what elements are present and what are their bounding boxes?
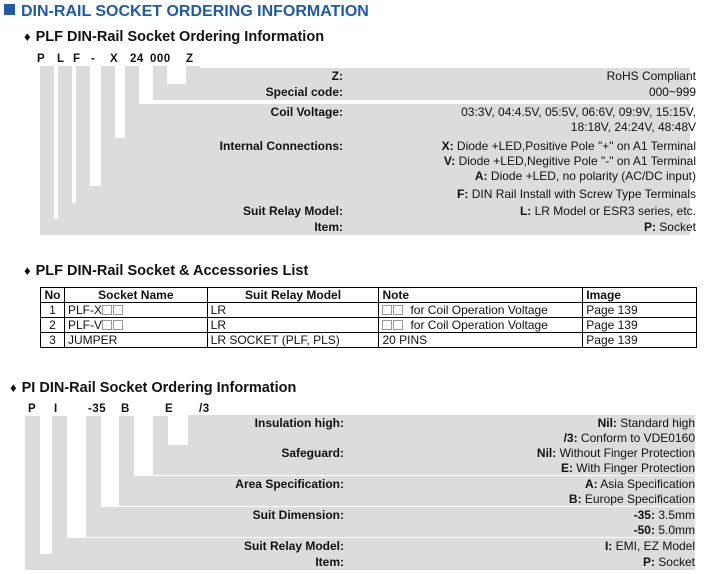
main-title [4, 3, 369, 21]
value-text: LR Model or ESR3 series, etc. [531, 204, 696, 218]
field-label: Suit Relay Model: [242, 204, 343, 218]
box-icon [382, 320, 392, 330]
field-value [571, 120, 696, 134]
accessories-heading-text: PLF DIN-Rail Socket & Accessories List [35, 263, 309, 279]
field-value [444, 154, 696, 168]
value-code: -35: [633, 508, 655, 522]
cell-note [379, 333, 583, 348]
field-label: Internal Connections: [219, 139, 343, 153]
field-value [537, 446, 695, 460]
value-text: Europe Specification [581, 492, 695, 506]
value-code: Nil: [536, 446, 557, 460]
value-code: P: [642, 555, 655, 569]
cell-socket-name [64, 318, 207, 333]
field-label: Coil Voltage: [270, 105, 343, 119]
plf-order-heading [24, 29, 324, 45]
field-connector [125, 66, 139, 104]
value-code: -50: [633, 523, 655, 537]
value-code: F: [457, 187, 469, 201]
cell-socket-name [64, 303, 207, 318]
cell-suit-relay-model: LR SOCKET (PLF, PLS) [207, 333, 379, 348]
field-value [649, 85, 696, 99]
code-letter: -35 [88, 403, 107, 415]
field-connector [76, 66, 90, 186]
value-code: A: [584, 477, 598, 491]
field-bar [25, 554, 695, 570]
code-letter: L [57, 53, 65, 65]
code-letter: 24 [130, 53, 144, 65]
value-code: V: [443, 154, 456, 168]
code-letter: B [121, 403, 130, 415]
value-text: 03:3V, 04:4.5V, 05:5V, 06:6V, 09:9V, 15:15V, [461, 105, 696, 119]
value-code: B: [568, 492, 582, 506]
col-header-socket-name: Socket Name [64, 288, 207, 303]
accessories-heading [24, 263, 308, 279]
field-bar [86, 507, 695, 537]
code-letter: I [54, 403, 58, 415]
note-text: for Coil Operation Voltage [410, 318, 548, 332]
cell-no: 3 [41, 333, 65, 348]
field-value [475, 169, 696, 183]
col-header-image: Image [583, 288, 697, 303]
socket-name-text: JUMPER [67, 333, 118, 347]
field-label: Special code: [265, 85, 343, 99]
field-connector [86, 416, 101, 507]
plf-order-heading-text: PLF DIN-Rail Socket Ordering Information [35, 29, 325, 45]
cell-image: Page 139 [583, 303, 697, 318]
field-value [442, 139, 696, 153]
box-icon [382, 305, 392, 315]
pi-order-heading-text: PI DIN-Rail Socket Ordering Information [21, 380, 297, 396]
value-text: Diode +LED, no polarity (AC/DC input) [487, 169, 696, 183]
table-row [41, 318, 697, 333]
cell-no: 1 [41, 303, 65, 318]
value-text: 000~999 [648, 85, 696, 99]
cell-no: 2 [41, 318, 65, 333]
square-bullet-icon [4, 4, 15, 15]
accessories-table [40, 287, 697, 348]
field-value [634, 523, 695, 537]
field-value [643, 555, 695, 569]
field-label: Z: [331, 69, 343, 83]
field-bar [40, 219, 690, 235]
col-header-suit-relay-model: Suit Relay Model [207, 288, 379, 303]
field-value [457, 187, 696, 201]
diamond-bullet-icon: ♦ [24, 263, 31, 278]
field-label: Insulation high: [254, 416, 344, 430]
box-icon [113, 305, 123, 315]
value-code: A: [474, 169, 488, 183]
field-connector [153, 66, 167, 84]
cell-note [379, 318, 583, 333]
value-text: EMI, EZ Model [612, 539, 695, 553]
field-connector [25, 416, 40, 554]
value-text: With Finger Protection [572, 461, 695, 475]
field-value [564, 431, 695, 445]
field-value [634, 508, 695, 522]
box-icon [102, 320, 112, 330]
socket-name-text: PLF-V [67, 318, 102, 332]
value-code: X: [441, 139, 454, 153]
field-value [605, 539, 695, 553]
value-text: 3.5mm [654, 508, 695, 522]
field-bar [153, 84, 690, 100]
table-header-row [41, 288, 697, 303]
field-connector [153, 416, 168, 445]
value-text: 5.0mm [654, 523, 695, 537]
col-header-no: No [41, 288, 65, 303]
field-label: Area Specification: [235, 477, 344, 491]
pi-order-heading [10, 380, 296, 396]
value-code: I: [604, 539, 613, 553]
code-letter: X [110, 53, 119, 65]
field-connector [52, 416, 67, 538]
code-letter: Z [186, 53, 194, 65]
value-text: Standard high [616, 416, 695, 430]
field-label: Item: [314, 220, 343, 234]
field-connector [58, 66, 72, 203]
value-code: Nil: [597, 416, 617, 430]
value-code: L: [519, 204, 532, 218]
field-value [461, 105, 696, 119]
field-connector [40, 66, 54, 219]
code-letter: F [73, 53, 81, 65]
box-icon [393, 320, 403, 330]
cell-suit-relay-model: LR [207, 303, 379, 318]
value-text: Asia Specification [597, 477, 695, 491]
field-value [607, 69, 696, 83]
field-label: Item: [315, 555, 344, 569]
field-value [561, 461, 695, 475]
main-title-text: DIN-RAIL SOCKET ORDERING INFORMATION [21, 3, 369, 20]
field-connector [101, 66, 115, 138]
code-letter: - [91, 53, 96, 65]
field-label: Suit Relay Model: [243, 539, 344, 553]
cell-socket-name [64, 333, 207, 348]
box-icon [102, 305, 112, 315]
field-connector [186, 66, 200, 68]
value-text: Socket [654, 555, 695, 569]
note-text: 20 PINS [382, 333, 428, 347]
table-row [41, 333, 697, 348]
box-icon [113, 320, 123, 330]
value-code: /3: [563, 431, 578, 445]
field-value [598, 416, 695, 430]
value-text: Without Finger Protection [556, 446, 695, 460]
code-letter: E [165, 403, 174, 415]
field-value [585, 477, 695, 491]
box-icon [393, 305, 403, 315]
field-label: Suit Dimension: [252, 508, 344, 522]
socket-name-text: PLF-X [67, 303, 102, 317]
code-letter: 000 [150, 53, 171, 65]
field-value [520, 204, 696, 218]
cell-image: Page 139 [583, 318, 697, 333]
code-letter: P [37, 53, 46, 65]
value-text: RoHS Compliant [606, 69, 696, 83]
table-row [41, 303, 697, 318]
value-text: Diode +LED,Positive Pole "+" on A1 Terminal [453, 139, 696, 153]
value-text: Socket [655, 220, 696, 234]
note-text: for Coil Operation Voltage [410, 303, 548, 317]
value-text: Diode +LED,Negitive Pole "-" on A1 Terminal [455, 154, 696, 168]
code-letter: /3 [199, 403, 210, 415]
col-header-note: Note [379, 288, 583, 303]
field-label: Safeguard: [281, 446, 344, 460]
field-connector [119, 416, 134, 476]
value-text: DIN Rail Install with Screw Type Terminals [468, 187, 696, 201]
cell-note [379, 303, 583, 318]
value-code: E: [560, 461, 573, 475]
code-letter: P [28, 403, 37, 415]
field-value [569, 492, 695, 506]
cell-suit-relay-model: LR [207, 318, 379, 333]
diamond-bullet-icon: ♦ [24, 29, 31, 44]
field-bar [52, 538, 695, 554]
field-value [644, 220, 696, 234]
diamond-bullet-icon: ♦ [10, 380, 17, 395]
cell-image: Page 139 [583, 333, 697, 348]
value-text: 18:18V, 24:24V, 48:48V [570, 120, 696, 134]
value-code: P: [643, 220, 656, 234]
value-text: Conform to VDE0160 [577, 431, 695, 445]
